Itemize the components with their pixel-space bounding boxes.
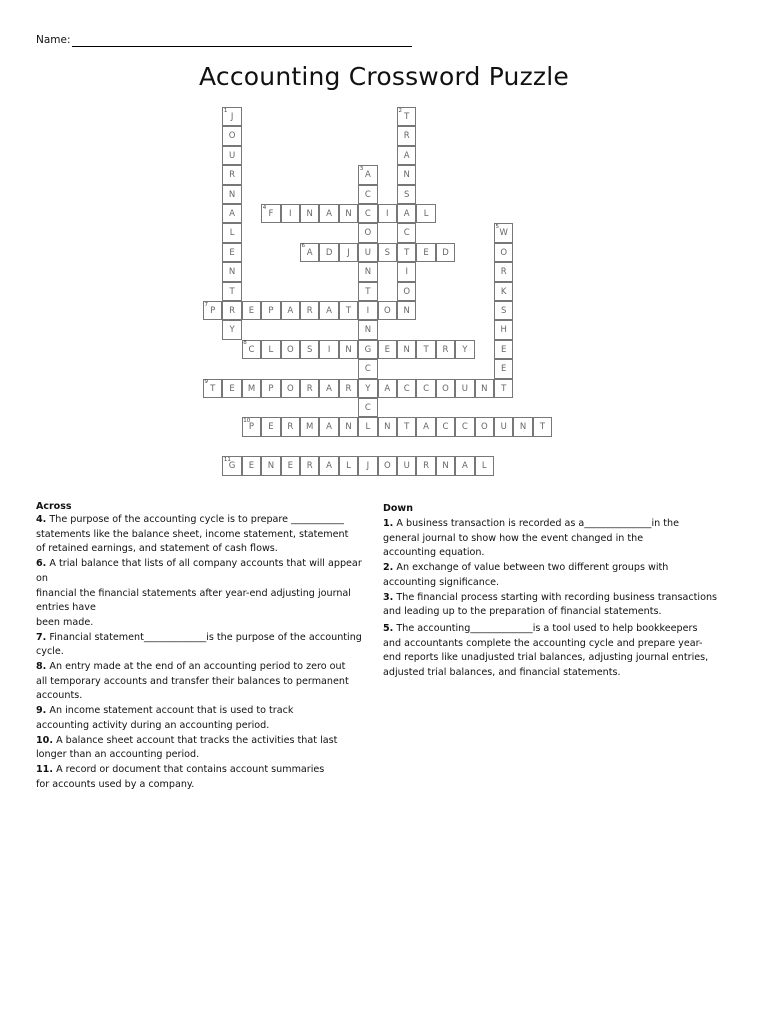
crossword-cell[interactable]: E	[281, 456, 300, 475]
crossword-cell[interactable]: N	[339, 204, 358, 223]
crossword-cell[interactable]: S	[494, 301, 513, 320]
crossword-cell[interactable]: A	[319, 301, 338, 320]
clue-number: 10	[243, 417, 251, 424]
crossword-cell[interactable]: R	[222, 301, 241, 320]
crossword-cell[interactable]: A	[378, 379, 397, 398]
crossword-cell[interactable]: A	[281, 301, 300, 320]
crossword-cell[interactable]: D	[436, 243, 455, 262]
crossword-cell[interactable]: R	[436, 340, 455, 359]
crossword-cell[interactable]: K	[494, 282, 513, 301]
crossword-cell[interactable]: C	[416, 379, 435, 398]
crossword-cell[interactable]: Y	[222, 320, 241, 339]
crossword-cell[interactable]: O	[494, 243, 513, 262]
crossword-cell[interactable]: T	[397, 243, 416, 262]
crossword-cell[interactable]: O	[358, 223, 377, 242]
clue-number: 5	[495, 223, 499, 230]
crossword-cell[interactable]: M	[242, 379, 261, 398]
crossword-cell[interactable]: C	[358, 185, 377, 204]
crossword-cell[interactable]: O	[475, 417, 494, 436]
crossword-cell[interactable]: M	[300, 417, 319, 436]
down-clue: 2. An exchange of value between two different groups with accounting significance.	[383, 562, 669, 588]
across-clue: 9. An income statement account that is used to track accounting activity during an accounting period.	[36, 705, 294, 731]
crossword-cell[interactable]: N	[222, 185, 241, 204]
clue-number: 2	[398, 107, 402, 114]
crossword-cell[interactable]: N	[339, 340, 358, 359]
crossword-cell[interactable]: R	[222, 165, 241, 184]
crossword-cell[interactable]: J	[358, 456, 377, 475]
clue-number: 9	[204, 379, 208, 386]
crossword-grid	[0, 0, 768, 500]
crossword-cell[interactable]: N	[358, 262, 377, 281]
crossword-cell[interactable]: A	[397, 146, 416, 165]
crossword-cell[interactable]: I	[397, 262, 416, 281]
clue-number: 8	[243, 340, 247, 347]
crossword-cell[interactable]: E	[222, 379, 241, 398]
crossword-cell[interactable]: I	[281, 204, 300, 223]
crossword-cell[interactable]: T	[397, 417, 416, 436]
crossword-cell[interactable]: U	[455, 379, 474, 398]
crossword-cell[interactable]: D	[319, 243, 338, 262]
crossword-cell[interactable]: C	[397, 379, 416, 398]
crossword-cell[interactable]: L	[475, 456, 494, 475]
crossword-cell[interactable]: E	[494, 340, 513, 359]
crossword-cell[interactable]: U	[358, 243, 377, 262]
crossword-cell[interactable]: Y	[455, 340, 474, 359]
across-clue: 11. A record or document that contains account summaries for accounts used by a company.	[36, 763, 325, 790]
crossword-cell[interactable]: W	[494, 223, 513, 242]
crossword-cell[interactable]: J	[222, 107, 241, 126]
crossword-cell[interactable]: T	[533, 417, 552, 436]
clue-number: 7	[204, 301, 208, 308]
crossword-cell[interactable]: N	[300, 204, 319, 223]
crossword-cell[interactable]: S	[300, 340, 319, 359]
crossword-cell[interactable]: C	[436, 417, 455, 436]
crossword-cell[interactable]: N	[222, 262, 241, 281]
across-clue: 6. A trial balance that lists of all company accounts that will appear on financial the financial statements after year-end adjusting journal entries have been made.	[36, 558, 362, 628]
crossword-cell[interactable]: N	[339, 417, 358, 436]
crossword-cell[interactable]: A	[300, 243, 319, 262]
crossword-cell[interactable]: R	[397, 126, 416, 145]
crossword-cell[interactable]: C	[358, 359, 377, 378]
crossword-cell[interactable]: T	[416, 340, 435, 359]
crossword-cell[interactable]: O	[281, 340, 300, 359]
crossword-cell[interactable]: N	[397, 165, 416, 184]
crossword-cell[interactable]: T	[222, 282, 241, 301]
crossword-cell[interactable]: R	[494, 262, 513, 281]
across-clue: 7. Financial statement_____________is the purpose of the accounting cycle.	[36, 631, 362, 658]
crossword-cell[interactable]: A	[319, 379, 338, 398]
crossword-cell[interactable]: E	[416, 243, 435, 262]
crossword-cell[interactable]: G	[222, 456, 241, 475]
crossword-cell[interactable]: N	[378, 417, 397, 436]
crossword-cell[interactable]: O	[378, 301, 397, 320]
crossword-cell[interactable]: E	[242, 301, 261, 320]
crossword-cell[interactable]: T	[339, 301, 358, 320]
crossword-cell[interactable]: N	[475, 379, 494, 398]
crossword-cell[interactable]: P	[203, 301, 222, 320]
crossword-cell[interactable]: T	[358, 282, 377, 301]
crossword-cell[interactable]: P	[261, 379, 280, 398]
crossword-cell[interactable]: G	[358, 340, 377, 359]
crossword-cell[interactable]: P	[261, 301, 280, 320]
crossword-cell[interactable]: O	[222, 126, 241, 145]
crossword-cell[interactable]: R	[339, 379, 358, 398]
crossword-cell[interactable]: N	[397, 340, 416, 359]
crossword-cell[interactable]: O	[281, 379, 300, 398]
crossword-cell[interactable]: A	[319, 456, 338, 475]
down-clues	[383, 517, 728, 681]
crossword-cell[interactable]: A	[358, 165, 377, 184]
clue-number: 1	[223, 107, 228, 114]
crossword-cell[interactable]: U	[494, 417, 513, 436]
page-title: Accounting Crossword Puzzle	[199, 62, 569, 91]
crossword-cell[interactable]: C	[397, 223, 416, 242]
down-clue: 1. A business transaction is recorded as a______________in the general journal to show how the event changed in the accounting equation.	[383, 518, 680, 559]
crossword-cell[interactable]: R	[281, 417, 300, 436]
crossword-cell[interactable]: H	[494, 320, 513, 339]
crossword-cell[interactable]: O	[378, 456, 397, 475]
crossword-cell[interactable]: U	[397, 456, 416, 475]
crossword-cell[interactable]: A	[319, 417, 338, 436]
crossword-cell[interactable]: O	[436, 379, 455, 398]
crossword-cell[interactable]: I	[319, 340, 338, 359]
crossword-cell[interactable]: R	[416, 456, 435, 475]
across-clue: 4. The purpose of the accounting cycle is to prepare ___________ statements like the balance sheet, income statement, statement of retained earnings, and statement of cash flows.	[36, 514, 349, 555]
crossword-cell[interactable]: L	[358, 417, 377, 436]
crossword-cell[interactable]: L	[339, 456, 358, 475]
crossword-cell[interactable]: T	[397, 107, 416, 126]
crossword-cell[interactable]: N	[513, 417, 532, 436]
crossword-cell[interactable]: C	[358, 398, 377, 417]
crossword-cell[interactable]: E	[222, 243, 241, 262]
across-heading: Across	[36, 501, 72, 512]
crossword-cell[interactable]: E	[261, 417, 280, 436]
crossword-cell[interactable]: A	[222, 204, 241, 223]
crossword-cell[interactable]: A	[397, 204, 416, 223]
crossword-cell[interactable]: N	[261, 456, 280, 475]
crossword-cell[interactable]: C	[455, 417, 474, 436]
crossword-cell[interactable]: J	[339, 243, 358, 262]
down-clue: 5. The accounting_____________is a tool used to help bookkeepers and accountants complete the accounting cycle and prepare year- end reports like unadjusted trial balances, adjusting journal entries, adjusted trial balances, and financial statements.	[383, 622, 709, 679]
crossword-cell[interactable]: I	[358, 301, 377, 320]
crossword-cell[interactable]: A	[455, 456, 474, 475]
name-label: Name:	[36, 34, 71, 46]
crossword-cell[interactable]: E	[378, 340, 397, 359]
across-clue: 8. An entry made at the end of an accounting period to zero out all temporary accounts and transfer their balances to permanent accounts.	[36, 661, 349, 702]
crossword-cell[interactable]: N	[397, 301, 416, 320]
crossword-cell[interactable]: R	[300, 301, 319, 320]
clue-number: 4	[262, 204, 267, 211]
crossword-cell[interactable]: L	[416, 204, 435, 223]
crossword-cell[interactable]: L	[261, 340, 280, 359]
clue-number: 6	[301, 243, 305, 250]
crossword-cell[interactable]: Y	[358, 379, 377, 398]
crossword-cell[interactable]: A	[319, 204, 338, 223]
crossword-cell[interactable]: L	[222, 223, 241, 242]
crossword-cell[interactable]: R	[300, 456, 319, 475]
crossword-cell[interactable]: E	[494, 359, 513, 378]
crossword-cell[interactable]: C	[242, 340, 261, 359]
crossword-cell[interactable]: U	[222, 146, 241, 165]
crossword-cell[interactable]: A	[416, 417, 435, 436]
across-clue: 10. A balance sheet account that tracks the activities that last longer than an accounting period.	[36, 734, 338, 761]
crossword-cell[interactable]: S	[397, 185, 416, 204]
clue-number: 11	[223, 456, 231, 463]
crossword-cell[interactable]: S	[378, 243, 397, 262]
crossword-cell[interactable]: C	[358, 204, 377, 223]
crossword-cell[interactable]: I	[378, 204, 397, 223]
crossword-cell[interactable]: E	[242, 456, 261, 475]
clue-number: 3	[359, 165, 364, 172]
crossword-cell[interactable]: O	[397, 282, 416, 301]
crossword-cell[interactable]: T	[203, 379, 222, 398]
crossword-cell[interactable]: F	[261, 204, 280, 223]
down-clue: 3. The financial process starting with recording business transactions and leading up to the preparation of financial statements.	[383, 591, 718, 618]
across-clues	[36, 513, 376, 792]
crossword-cell[interactable]: T	[494, 379, 513, 398]
crossword-cell[interactable]: R	[300, 379, 319, 398]
crossword-cell[interactable]: N	[436, 456, 455, 475]
down-heading: Down	[383, 503, 413, 514]
crossword-cell[interactable]: N	[358, 320, 377, 339]
crossword-cell[interactable]: P	[242, 417, 261, 436]
